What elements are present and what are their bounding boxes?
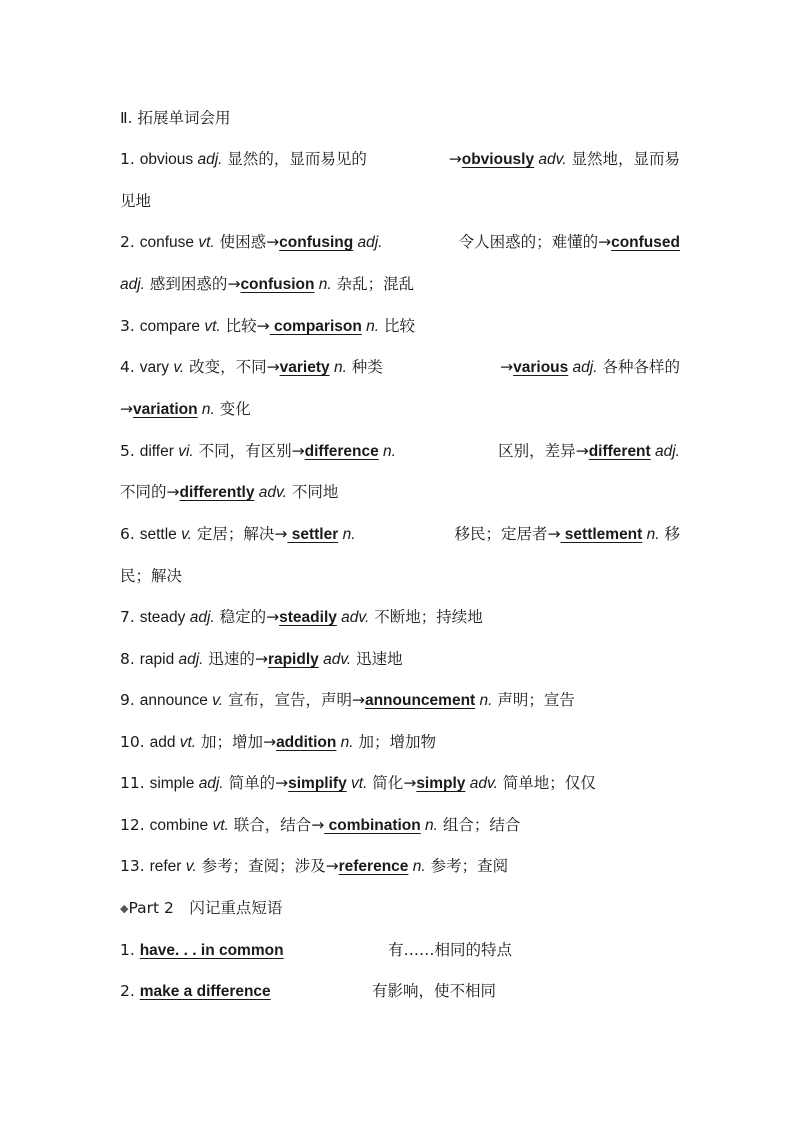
section-title-text: Ⅱ. 拓展单词会用 <box>120 109 231 127</box>
arrow-icon: → <box>500 358 514 376</box>
arrow-icon: → <box>227 275 241 293</box>
list-item: 11. simple adj. 简单的→simplify vt. 简化→simply adv. 简单地；仅仅 <box>120 774 596 792</box>
phrase-item: 1. have. . . in common 有……相同的特点 <box>120 941 513 959</box>
arrow-icon: → <box>575 442 589 460</box>
arrow-icon: → <box>448 150 462 168</box>
arrow-icon: → <box>266 608 280 626</box>
arrow-icon: → <box>263 733 277 751</box>
arrow-icon: → <box>351 691 365 709</box>
list-item-continued: 见地 <box>120 192 152 210</box>
arrow-icon: → <box>266 233 280 251</box>
arrow-icon: → <box>291 442 305 460</box>
arrow-icon: → <box>403 774 417 792</box>
phrase-en: have. . . in common <box>139 942 284 959</box>
phrase-zh: 有……相同的特点 <box>388 941 513 959</box>
list-item: 8. rapid adj. 迅速的→rapidly adv. 迅速地 <box>120 650 403 668</box>
list-item: 12. combine vt. 联合，结合→ combination n. 组合；结合 <box>120 816 521 834</box>
list-item: 2. confuse vt. 使困惑→confusing adj. 令人困惑的；难懂的→confused <box>120 233 680 251</box>
phrase-zh: 有影响，使不相同 <box>372 982 497 1000</box>
arrow-icon: → <box>325 857 339 875</box>
answer-word: variation <box>133 401 198 418</box>
arrow-icon: → <box>254 650 268 668</box>
answer-word: obviously <box>461 151 535 168</box>
section-title <box>120 107 680 129</box>
list-item: 10. add vt. 加；增加→addition n. 加；增加物 <box>120 733 437 751</box>
list-item: 5. differ vi. 不同，有区别→difference n. 区别，差异→different adj. <box>120 442 680 460</box>
answer-word: various <box>513 359 569 376</box>
list-item: 13. refer v. 参考；查阅；涉及→reference n. 参考；查阅 <box>120 857 509 875</box>
diamond-icon: ◆ <box>120 902 129 915</box>
arrow-icon: → <box>256 317 270 335</box>
list-item: 7. steady adj. 稳定的→steadily adv. 不断地；持续地 <box>120 608 483 626</box>
answer-word: variety <box>279 359 330 376</box>
answer-word: comparison <box>269 318 362 335</box>
answer-word: difference <box>304 443 379 460</box>
answer-word: reference <box>338 858 409 875</box>
list-item: 4. vary v. 改变，不同→variety n. 种类 →various adj. 各种各样的 <box>120 358 680 376</box>
answer-word: settler <box>287 526 339 543</box>
arrow-icon: → <box>311 816 325 834</box>
list-item: 9. announce v. 宣布，宣告，声明→announcement n. 声明；宣告 <box>120 691 575 709</box>
answer-word: simply <box>416 775 466 792</box>
answer-word: settlement <box>560 526 643 543</box>
answer-word: differently <box>179 484 255 501</box>
list-item: 3. compare vt. 比较→ comparison n. 比较 <box>120 317 415 335</box>
arrow-icon: → <box>275 774 289 792</box>
arrow-icon: → <box>166 483 180 501</box>
answer-word: confusing <box>279 234 354 251</box>
arrow-icon: → <box>266 358 280 376</box>
phrase-en: make a difference <box>139 983 271 1000</box>
phrase-item: 2. make a difference 有影响，使不相同 <box>120 982 497 1000</box>
list-item: 1. obvious adj. 显然的，显而易见的 →obviously adv. 显然地，显而易 <box>120 150 680 168</box>
answer-word: announcement <box>364 692 476 709</box>
list-item-continued: →variation n. 变化 <box>120 400 251 418</box>
answer-word: confusion <box>240 276 315 293</box>
arrow-icon: → <box>274 525 288 543</box>
answer-word: addition <box>276 734 337 751</box>
answer-word: confused <box>611 234 680 251</box>
list-item-continued: adj. 感到困惑的→confusion n. 杂乱；混乱 <box>120 275 415 293</box>
list-item-continued: 民；解决 <box>120 567 183 585</box>
arrow-icon: → <box>120 400 133 418</box>
answer-word: simplify <box>288 775 347 792</box>
answer-word: steadily <box>279 609 337 626</box>
answer-word: combination <box>324 817 421 834</box>
list-item: 6. settle v. 定居；解决→ settler n. 移民；定居者→ settlement n. 移 <box>120 525 680 543</box>
answer-word: rapidly <box>267 651 319 668</box>
list-item-continued: 不同的→differently adv. 不同地 <box>120 483 339 501</box>
arrow-icon: → <box>547 525 561 543</box>
answer-word: different <box>588 443 651 460</box>
part2-title: Part 2 闪记重点短语 <box>128 899 283 917</box>
arrow-icon: → <box>598 233 612 251</box>
part2-heading <box>120 897 680 920</box>
